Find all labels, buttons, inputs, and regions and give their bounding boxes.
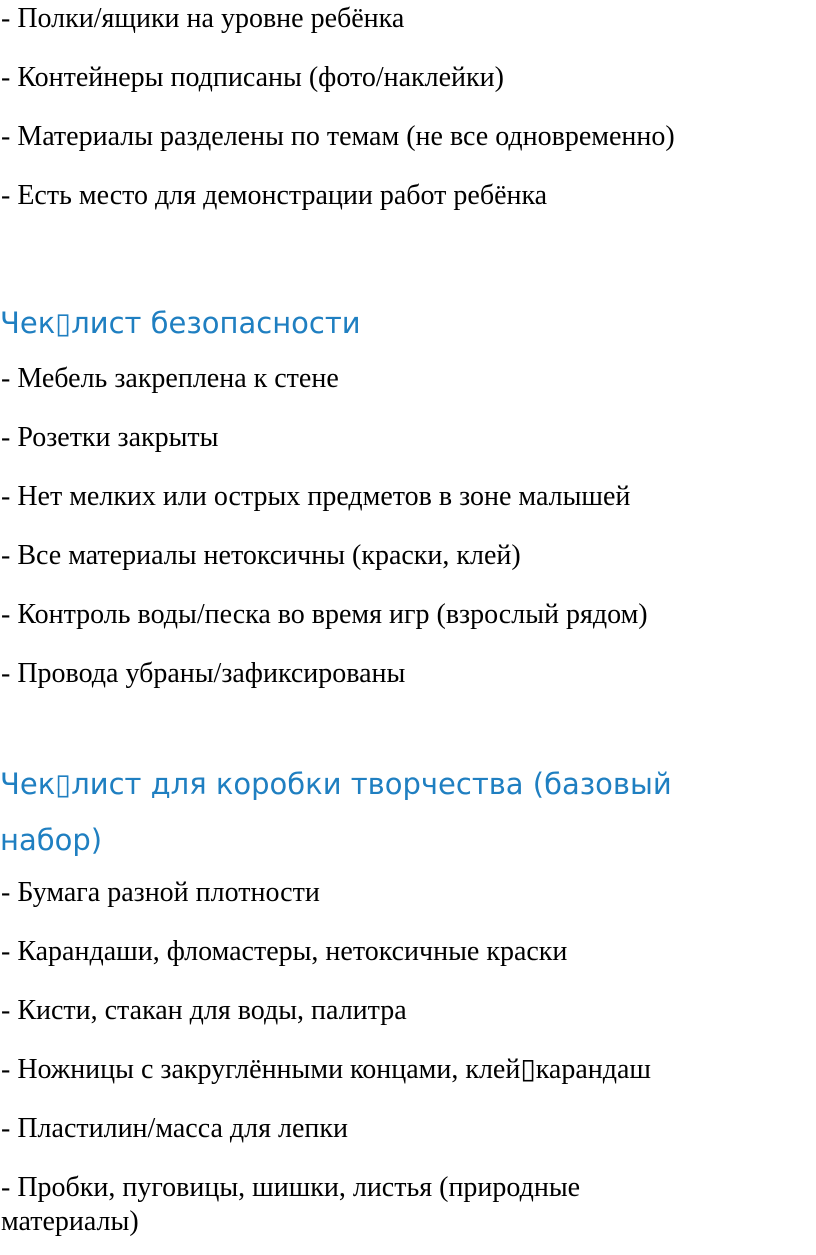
creativity-item-scissors: - Ножницы с закруглёнными концами, клей▯карандаш (1, 1054, 651, 1085)
organization-item-materials: - Материалы разделены по темам (не все одновременно) (1, 121, 675, 152)
safety-item-water-sand: - Контроль воды/песка во время игр (взрослый рядом) (1, 599, 648, 630)
creativity-item-brushes: - Кисти, стакан для воды, палитра (1, 995, 407, 1026)
safety-item-nontoxic: - Все материалы нетоксичны (краски, клей) (1, 540, 521, 571)
safety-item-small-objects: - Нет мелких или острых предметов в зоне малышей (1, 481, 631, 512)
safety-checklist-heading: Чек▯лист безопасности (0, 306, 361, 340)
creativity-item-clay: - Пластилин/масса для лепки (1, 1113, 348, 1144)
organization-item-containers: - Контейнеры подписаны (фото/наклейки) (1, 62, 504, 93)
organization-item-shelves: - Полки/ящики на уровне ребёнка (1, 3, 405, 34)
creativity-item-pencils: - Карандаши, фломастеры, нетоксичные краски (1, 936, 568, 967)
safety-item-wires: - Провода убраны/зафиксированы (1, 658, 406, 689)
creativity-item-paper: - Бумага разной плотности (1, 877, 320, 908)
organization-item-display-area: - Есть место для демонстрации работ ребёнка (1, 180, 548, 211)
safety-item-furniture: - Мебель закреплена к стене (1, 363, 339, 394)
creativity-item-natural-materials: - Пробки, пуговицы, шишки, листья (природные материалы) (1, 1172, 581, 1237)
safety-item-sockets: - Розетки закрыты (1, 422, 219, 453)
creativity-box-heading: Чек▯лист для коробки творчества (базовый набор) (0, 767, 672, 857)
